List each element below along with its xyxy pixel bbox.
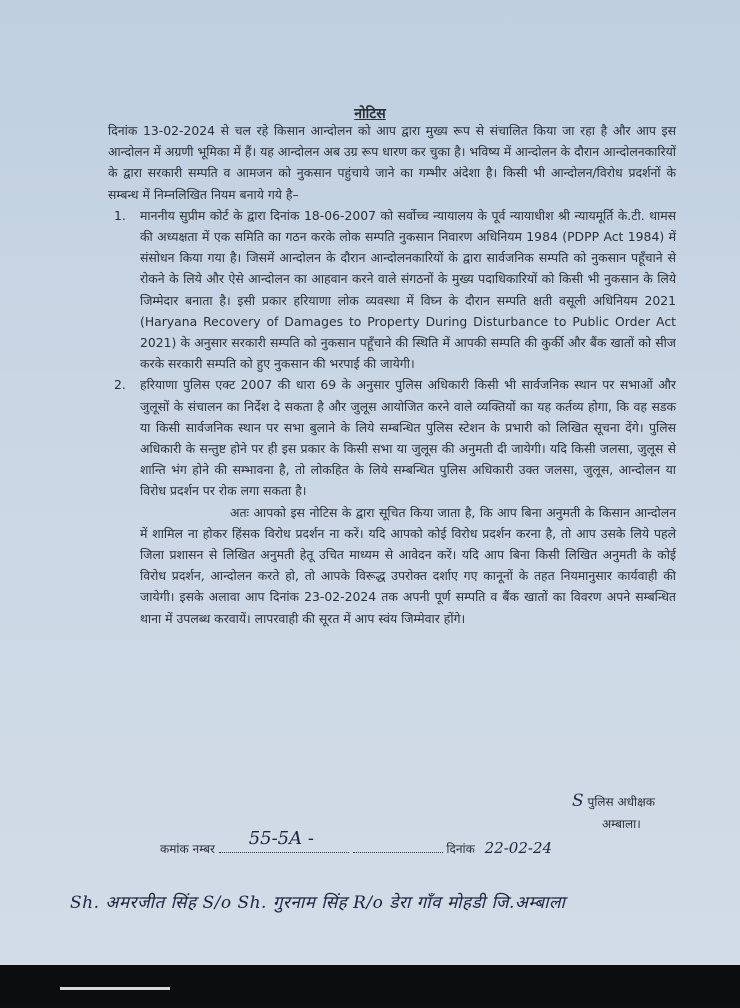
reference-date-label: दिनांक [446, 842, 475, 856]
rule-text: माननीय सुप्रीम कोर्ट के द्वारा दिनांक 18-06-2007 को सर्वोच्च न्यायालय के पूर्व न्यायाधीश श्री न्यायमूर्ति के.टी. थामस की अध्यक्षता में एक समिति का गठन करके लोक सम्पति नुकसान निवारण अधिनियम 1984 (PDPP Act 1984) में संसोधन किया गया है। जिसमें आन्दोलन के दौरान आन्दोलनकारियों के द्वारा सार्वजनिक सम्पति को नुकसान पहूँचाने से रोकने के लिये और ऐसे आन्दोलन का आहवान करने वाले संगठनों के मुख्य पदाधिकारियों को किसी भी नुकसान के लिये जिम्मेदार बनाता है। इसी प्रकार हरियाणा लोक व्यवस्था में विघ्न के दौरान सम्पति क्षती वसूली अधिनियम 2021 (Haryana Recovery of Damages to Property During Disturbance to Public Order Act 2021) के अनुसार सरकारी सम्पति को नुकसान पहूँचाने की स्थिति में आपकी सम्पति की कुर्की और बैंक खातों को सीज करके सरकारी सम्पति को हुए नुकसान की भरपाई की जायेगी। [140, 207, 676, 372]
handwritten-addressee: Sh. अमरजीत सिंह S/o Sh. गुरनाम सिंह R/o डेरा गाँव मोहडी जि.अम्बाला [70, 893, 566, 913]
dotted-leader [353, 838, 443, 853]
signature-block [572, 790, 655, 835]
rules-list [108, 205, 676, 502]
rule-number: 2. [114, 377, 126, 393]
rule-item [108, 374, 676, 501]
signatory-place: अम्बाला। [602, 817, 641, 831]
signatory-title: पुलिस अधीक्षक [587, 795, 655, 809]
handwritten-signature: S [572, 791, 584, 811]
reference-row [160, 828, 680, 857]
reference-number-label: कमांक नम्बर [160, 842, 215, 856]
notice-body [108, 120, 676, 629]
rule-text: हरियाणा पुलिस एक्ट 2007 की धारा 69 के अनुसार पुलिस अधिकारी किसी भी सार्वजनिक स्थान पर सभाओं और जुलूसों के संचालन का निर्देश दे सकता है और जुलूस आयोजित करने वाले व्यक्तियों का यह कर्तव्य होगा, कि वह सडक या किसी सार्वजनिक स्थान पर सभा बुलाने के लिये सम्बन्धित पुलिस स्टेशन के प्रभारी को लिखित सूचना देंगे। पुलिस अधिकारी के सन्तुष्ट होने पर ही इस प्रकार के किसी सभा या जुलूस की अनुमती दी जायेगी। यदि किसी जलसा, जुलूस से शान्ति भंग होने की सम्भावना है, तो लोकहित के लिये सम्बन्धित पुलिस अधिकारी उक्त जलसा, जुलूस, आन्दोलन या विरोध प्रदर्शन पर रोक लगा सकता है। [140, 377, 676, 499]
reference-date-value: 22-02-24 [484, 839, 553, 857]
reference-number-value: 55-5A - [248, 828, 314, 849]
rule-item [108, 205, 676, 375]
intro-paragraph: दिनांक 13-02-2024 से चल रहे किसान आन्दोलन को आप द्वारा मुख्य रूप से संचालित किया जा रहा है और आप इस आन्दोलन में अग्रणी भूमिका में हैं। यह आन्दोलन अब उग्र रूप धारण कर चुका है। भविष्य में आन्दोलन के दौरान आन्दोलनकारियों के द्वारा सरकारी सम्पति व आमजन को नुकसान पहुंचाये जाने का गम्भीर अंदेशा है। किसी भी आन्दोलन/विरोध प्रदर्शनों के सम्बन्ध में निम्नलिखित नियम बनाये गये है– [108, 123, 676, 202]
bottom-dark-strip [0, 965, 740, 1005]
reference-number-line [219, 828, 349, 853]
rule-number: 1. [114, 207, 126, 223]
notice-title: नोटिस [354, 106, 386, 122]
closing-paragraph: अतः आपको इस नोटिस के द्वारा सूचित किया जाता है, कि आप बिना अनुमती के किसान आन्दोलन में शामिल ना होकर हिंसक विरोध प्रदर्शन ना करें। यदि आपको कोई विरोध प्रदर्शन करना है, तो आप उसके लिये पहले जिला प्रशासन से लिखित अनुमती हेतू उचित माध्यम से आवेदन करें। यदि आप बिना किसी लिखित अनुमती के कोई विरोध प्रदर्शन, आन्दोलन करते हो, तो आपके विरूद्ध उपरोक्त दर्शाए गए कानूनों के तहत नियमानुसार कार्यवाही की जायेगी। इसके अलावा आप दिनांक 23-02-2024 तक अपनी पूर्ण सम्पति व बैंक खातों का विवरण अपने सम्बन्धित थाना में उपलब्ध करवायें। लापरवाही की सूरत में आप स्वंय जिम्मेवार होंगे। [140, 504, 676, 626]
